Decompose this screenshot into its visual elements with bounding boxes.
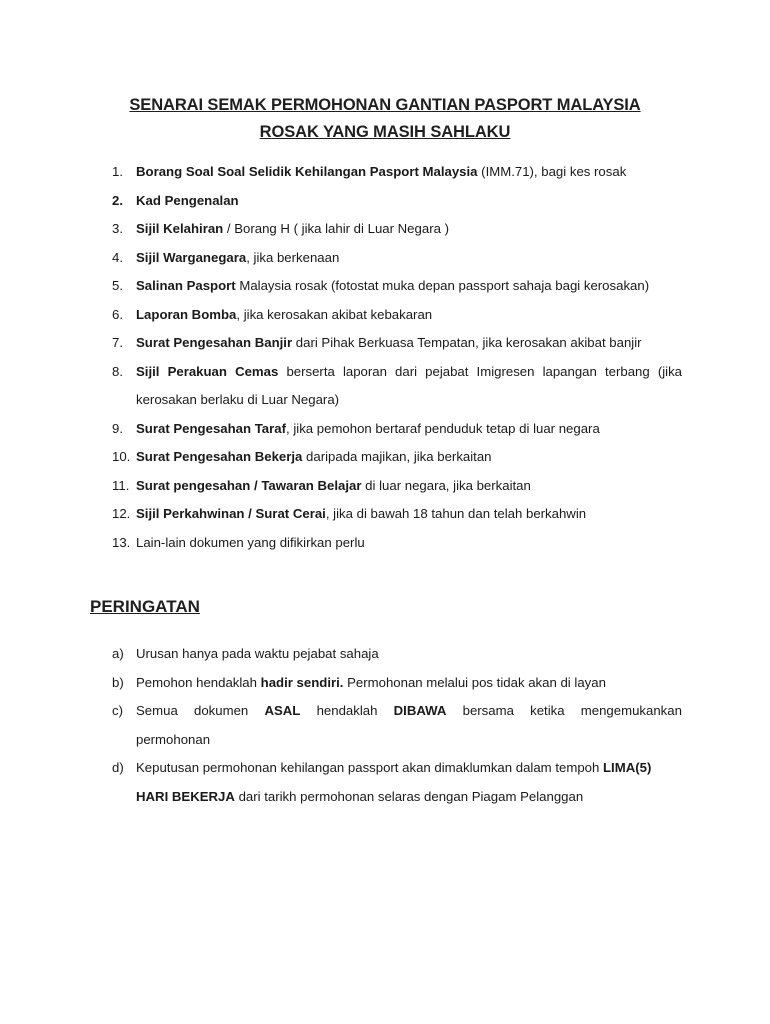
checklist-item: [112, 272, 682, 301]
item-bold-text: Kad Pengenalan: [136, 192, 239, 208]
item-text: dari tarikh permohonan selaras dengan Piagam Pelanggan: [234, 788, 584, 804]
item-bold-text: Laporan Bomba: [136, 306, 237, 322]
item-bold-text: hadir sendiri.: [260, 674, 344, 690]
item-text: , jika berkenaan: [246, 249, 340, 265]
item-text: di luar negara, jika berkaitan: [361, 477, 531, 493]
checklist-item: [112, 301, 682, 330]
item-number: 9.: [112, 420, 123, 436]
warning-item: [112, 754, 682, 811]
checklist-item: [112, 415, 682, 444]
warning-item: [112, 669, 682, 698]
item-number: 3.: [112, 221, 123, 236]
item-bold-text: Sijil Perkahwinan / Surat Cerai: [136, 506, 326, 521]
item-number: 6.: [112, 306, 123, 322]
item-number: 10.: [112, 449, 131, 464]
checklist-item: [112, 358, 682, 415]
item-letter: d): [112, 760, 124, 775]
item-bold-text: Surat Pengesahan Taraf: [136, 420, 286, 436]
checklist-item: [112, 529, 682, 558]
item-text: / Borang H ( jika lahir di Luar Negara ): [223, 221, 449, 236]
item-text: , jika pemohon bertaraf penduduk tetap di luar negara: [286, 420, 600, 436]
item-bold-text: HARI BEKERJA: [136, 788, 235, 804]
item-bold-text: Borang Soal Soal Selidik Kehilangan Pasport Malaysia: [136, 164, 478, 179]
item-text: Keputusan permohonan kehilangan passport akan dimaklumkan dalam tempoh: [136, 760, 603, 775]
checklist-item: [112, 500, 682, 529]
checklist: [112, 158, 682, 557]
checklist-item: [112, 443, 682, 472]
item-number: 4.: [112, 249, 123, 265]
item-number: 1.: [112, 164, 123, 179]
item-letter: b): [112, 674, 124, 690]
item-letter: c): [112, 703, 123, 718]
item-text: berserta laporan dari pejabat Imigresen lapangan terbang (jika kerosakan berlaku di Luar Negara): [136, 363, 682, 407]
document-title-line-1: SENARAI SEMAK PERMOHONAN GANTIAN PASPORT MALAYSIA: [129, 96, 641, 114]
item-letter: a): [112, 646, 124, 661]
word: Semua: [136, 703, 178, 718]
item-bold-text: Surat Pengesahan Banjir: [136, 335, 293, 350]
warning-list: [112, 640, 682, 811]
item-number: 8.: [112, 363, 123, 379]
item-text: Urusan hanya pada waktu pejabat sahaja: [136, 646, 379, 661]
item-bold-text: LIMA(5): [602, 760, 652, 775]
item-text: Permohonan melalui pos tidak akan di layan: [343, 674, 606, 690]
checklist-item: [112, 187, 682, 216]
warning-heading: PERINGATAN: [90, 597, 200, 616]
checklist-item: [112, 244, 682, 273]
item-number: 5.: [112, 278, 123, 293]
word: ketika: [530, 703, 565, 718]
checklist-item: [112, 472, 682, 501]
item-number: 11.: [112, 477, 130, 493]
item-number: 13.: [112, 534, 131, 550]
item-bold-text: Sijil Perakuan Cemas: [136, 363, 279, 379]
item-bold-text: Salinan Pasport: [136, 278, 236, 293]
item-text: , jika kerosakan akibat kebakaran: [236, 306, 433, 322]
item-number: 7.: [112, 335, 123, 350]
item-text: (IMM.71), bagi kes rosak: [477, 164, 627, 179]
word-bold: DIBAWA: [393, 703, 447, 718]
item-bold-text: Surat pengesahan / Tawaran Belajar: [136, 477, 362, 493]
item-text: Lain-lain dokumen yang difikirkan perlu: [136, 534, 365, 550]
checklist-item: [112, 215, 682, 244]
item-number: 12.: [112, 506, 131, 521]
word: bersama: [462, 703, 514, 718]
checklist-item: [112, 158, 682, 187]
item-text: dari Pihak Berkuasa Tempatan, jika kerosakan akibat banjir: [292, 335, 642, 350]
word: hendaklah: [316, 703, 378, 718]
warning-item: [112, 697, 682, 754]
item-text: daripada majikan, jika berkaitan: [302, 449, 492, 464]
word-bold: ASAL: [264, 703, 301, 718]
word: dokumen: [194, 703, 249, 718]
item-text-line: permohonan: [136, 731, 211, 747]
item-bold-text: Sijil Kelahiran: [136, 221, 224, 236]
item-text-line: [136, 697, 682, 726]
item-text: Pemohon hendaklah: [136, 674, 261, 690]
checklist-item: [112, 329, 682, 358]
warning-item: [112, 640, 682, 669]
word: mengemukankan: [580, 703, 682, 718]
item-text: Malaysia rosak (fotostat muka depan passport sahaja bagi kerosakan): [235, 278, 650, 293]
item-bold-text: Surat Pengesahan Bekerja: [136, 449, 303, 464]
document-title-line-2: ROSAK YANG MASIH SAHLAKU: [259, 123, 511, 141]
item-number: 2.: [112, 192, 123, 208]
item-bold-text: Sijil Warganegara: [136, 249, 247, 265]
item-text: , jika di bawah 18 tahun dan telah berkahwin: [325, 506, 587, 521]
